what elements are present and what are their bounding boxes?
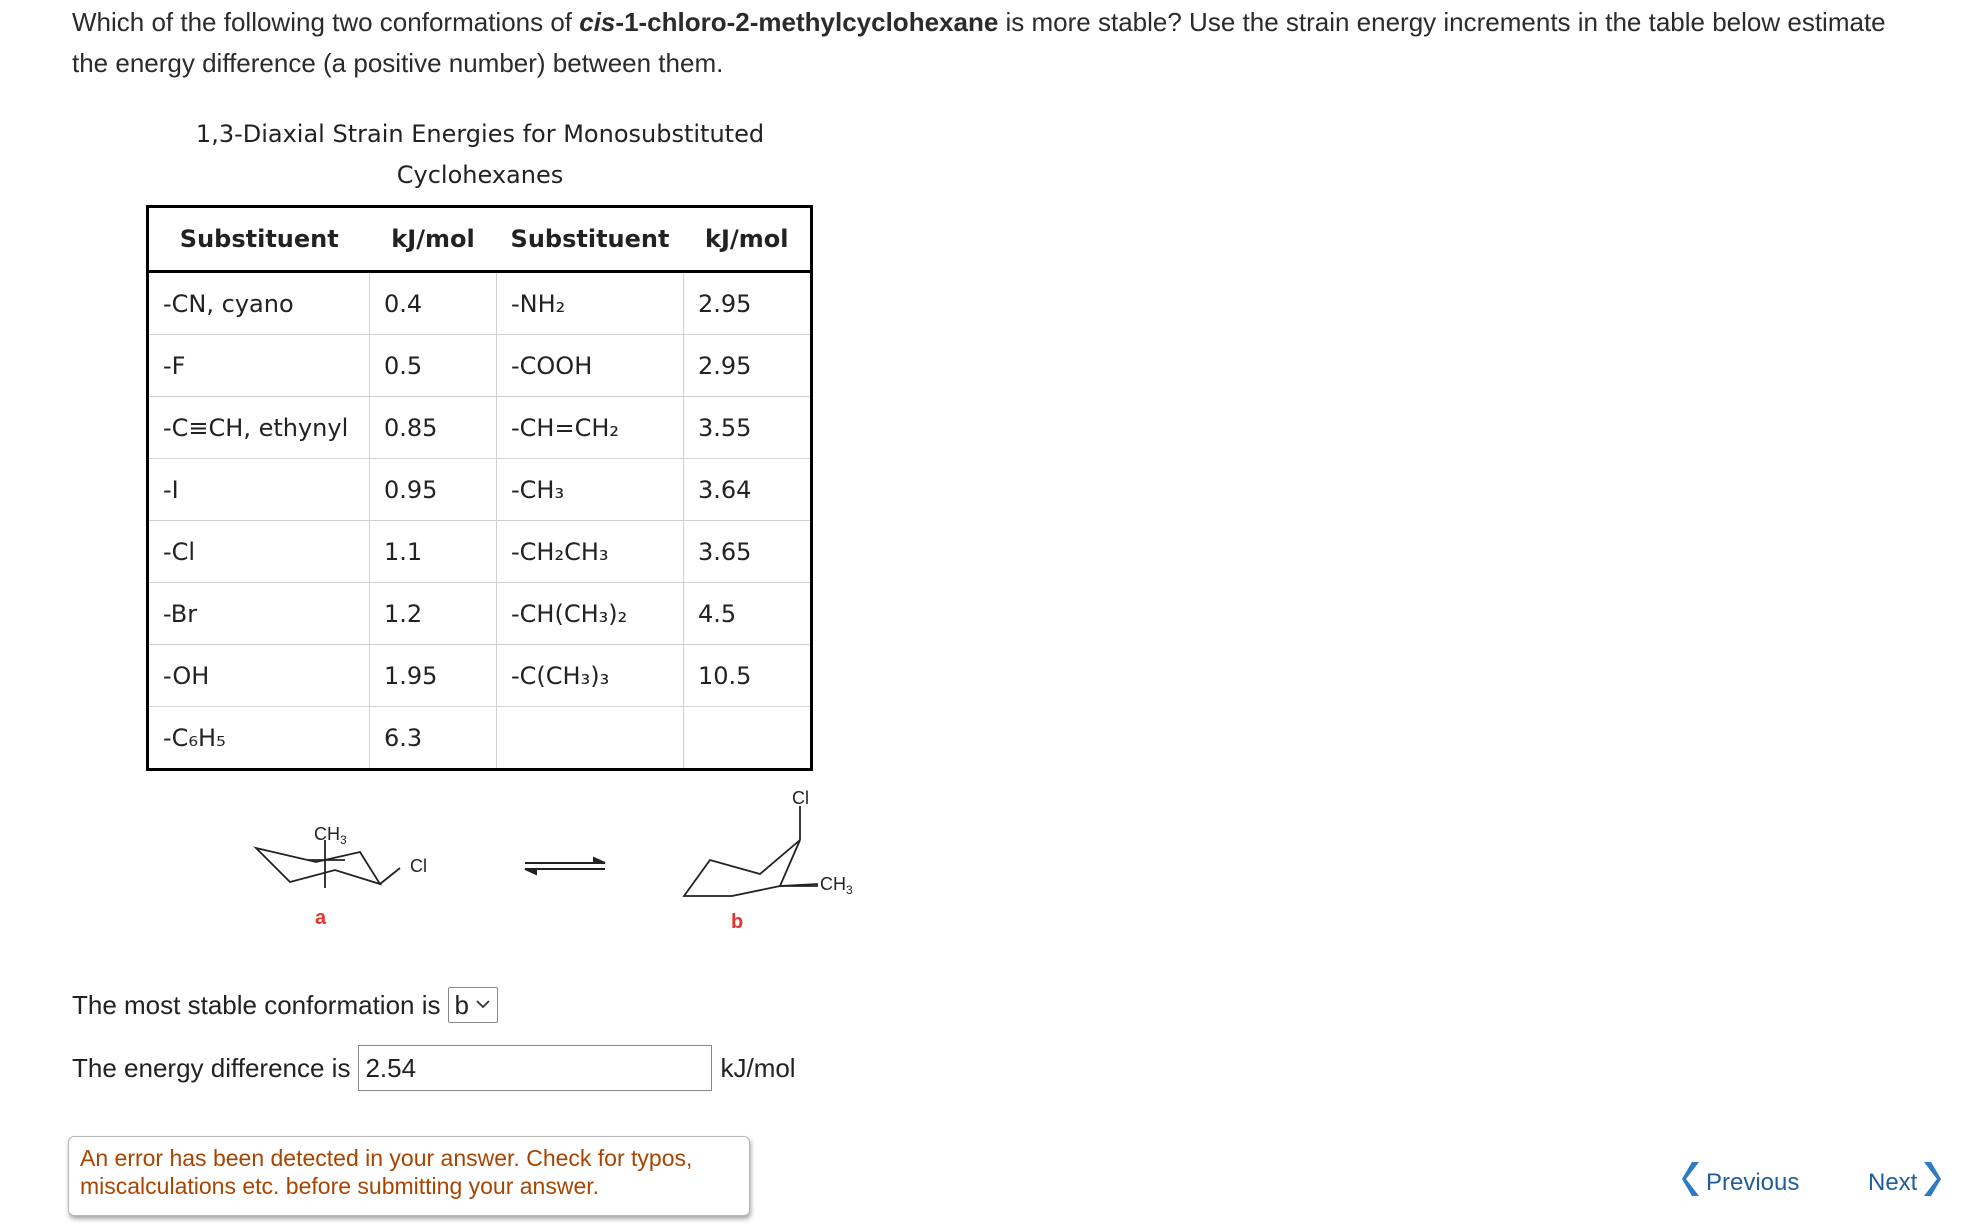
substituent-cell: -CH=CH₂ [497,397,684,459]
substituent-cell: -NH₂ [497,272,684,335]
substituent-cell: -CH₂CH₃ [497,521,684,583]
structure-b-right-group: $CH_3$ [820,874,853,897]
substituent-cell: -CH(CH₃)₂ [497,583,684,645]
substituent-cell [497,707,684,770]
value-cell: 4.5 [684,583,812,645]
structure-b-top-group: Cl [792,790,809,808]
conformation-select-value: b [454,990,469,1020]
equilibrium-arrows [525,858,605,874]
value-cell: 3.64 [684,459,812,521]
header-kjmol-1: kJ/mol [370,207,497,272]
chevron-right-icon [1921,1160,1941,1205]
table-row [148,521,812,583]
value-cell: 0.5 [370,335,497,397]
question-part2: is more stable? Use the strain energy increments in the table below estimate the energy difference (a positive number) between them. [72,7,1886,78]
substituent-cell: -Cl [148,521,370,583]
value-cell: 0.4 [370,272,497,335]
value-cell: 3.55 [684,397,812,459]
error-message-box [68,1136,750,1216]
previous-label: Previous [1706,1168,1800,1196]
structure-b-label: b [731,911,744,933]
value-cell: 3.65 [684,521,812,583]
table-row [148,583,812,645]
value-cell: 0.95 [370,459,497,521]
energy-unit: kJ/mol [720,1053,796,1083]
error-message: An error has been detected in your answer. Check for typos, miscalculations etc. before submitting your answer. [80,1145,693,1199]
value-cell: 1.1 [370,521,497,583]
table-row [148,459,812,521]
table-header-row [148,207,812,272]
value-cell: 1.95 [370,645,497,707]
previous-button[interactable] [1682,1160,1799,1205]
substituent-cell: -COOH [497,335,684,397]
substituent-cell: -C(CH₃)₃ [497,645,684,707]
table-row [148,645,812,707]
stable-prefix: The most stable conformation is [72,990,441,1020]
value-cell: 0.85 [370,397,497,459]
substituent-cell: -OH [148,645,370,707]
value-cell: 2.95 [684,272,812,335]
value-cell: 10.5 [684,645,812,707]
conformation-select[interactable] [448,987,498,1023]
table-row [148,707,812,770]
value-cell: 2.95 [684,335,812,397]
chevron-down-icon [475,985,491,1025]
energy-difference-input[interactable] [358,1045,712,1091]
table-caption: 1,3-Diaxial Strain Energies for Monosubstituted Cyclohexanes [195,120,765,189]
structure-a-top-group: $CH_3$ [314,824,347,847]
value-cell: 1.2 [370,583,497,645]
question-compound: -1-chloro-2-methylcyclohexane [615,7,999,37]
stable-conformation-line [72,985,498,1025]
value-cell: 6.3 [370,707,497,770]
question-part1: Which of the following two conformations of [72,7,580,37]
substituent-cell: -C₆H₅ [148,707,370,770]
structure-a-label: a [315,907,327,929]
table-row [148,397,812,459]
structure-a-right-group: Cl [410,856,427,876]
substituent-cell: -CN, cyano [148,272,370,335]
header-kjmol-2: kJ/mol [684,207,812,272]
value-cell [684,707,812,770]
conformation-diagram [240,790,920,960]
next-button[interactable] [1868,1160,1941,1205]
table-row [148,272,812,335]
next-label: Next [1868,1168,1918,1196]
structure-b [684,806,818,896]
substituent-cell: -I [148,459,370,521]
question-text [72,2,1902,84]
header-substituent-1: Substituent [148,207,370,272]
substituent-cell: -Br [148,583,370,645]
structure-a [256,840,400,888]
energy-difference-line [72,1044,796,1092]
substituent-cell: -C≡CH, ethynyl [148,397,370,459]
substituent-cell: -CH₃ [497,459,684,521]
chevron-left-icon [1682,1160,1702,1205]
question-cis: cis [579,7,616,37]
table-row [148,335,812,397]
substituent-cell: -F [148,335,370,397]
energy-prefix: The energy difference is [72,1053,351,1083]
strain-energy-table [146,205,813,771]
header-substituent-2: Substituent [497,207,684,272]
